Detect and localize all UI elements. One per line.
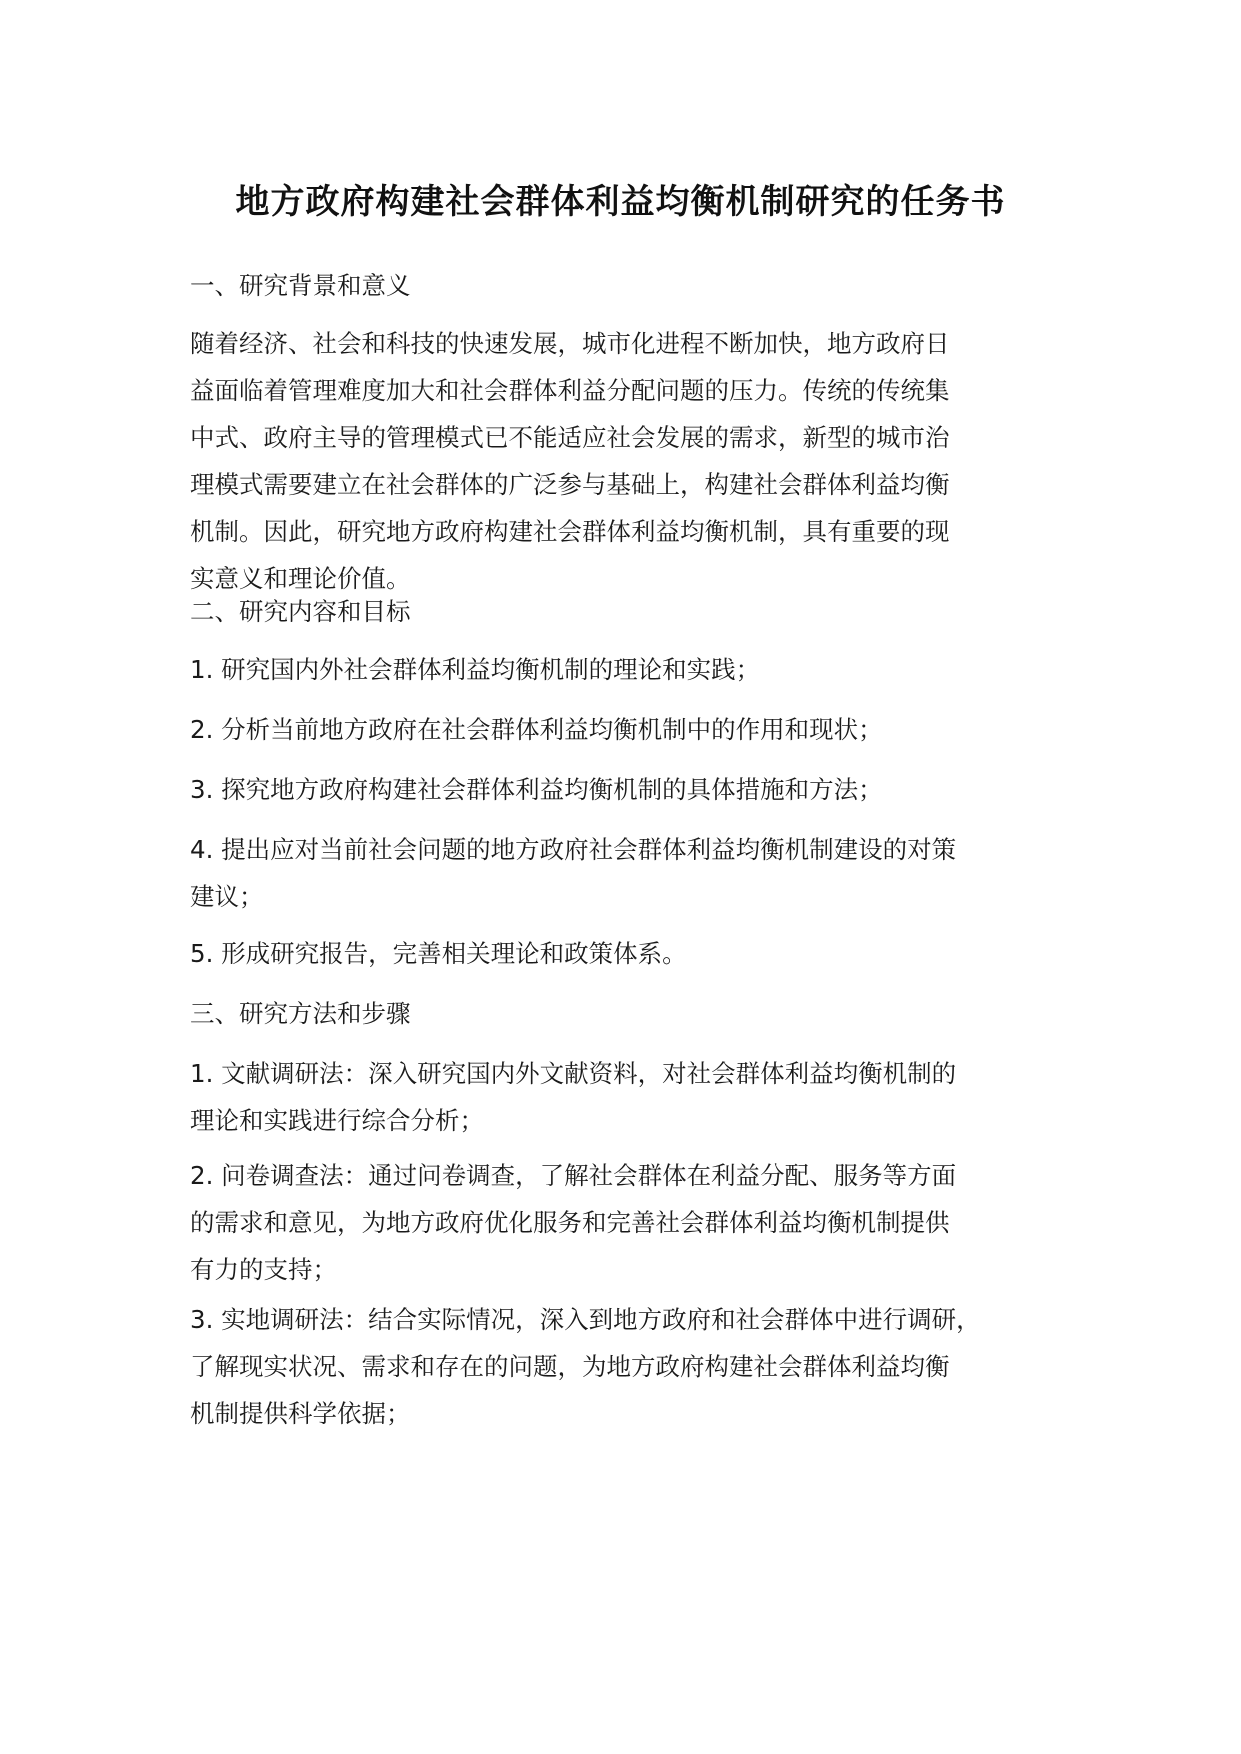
document-title: 地方政府构建社会群体利益均衡机制研究的任务书 xyxy=(235,182,1006,222)
list-item-line: 3. 探究地方政府构建社会群体利益均衡机制的具体措施和方法； xyxy=(190,775,883,804)
list-item xyxy=(190,930,1050,977)
section-heading-background: 一、研究背景和意义 xyxy=(190,271,411,300)
paragraph-line: 随着经济、社会和科技的快速发展，城市化进程不断加快，地方政府日 xyxy=(190,329,950,358)
list-item-line: 4. 提出应对当前社会问题的地方政府社会群体利益均衡机制建设的对策 xyxy=(190,835,957,864)
paragraph-line: 益面临着管理难度加大和社会群体利益分配问题的压力。传统的传统集 xyxy=(190,376,950,405)
paragraph-line: 实意义和理论价值。 xyxy=(190,564,411,593)
list-item-line: 理论和实践进行综合分析； xyxy=(190,1106,484,1135)
list-item-line: 1. 研究国内外社会群体利益均衡机制的理论和实践； xyxy=(190,655,761,684)
section-heading-methods-steps: 三、研究方法和步骤 xyxy=(190,999,411,1028)
paragraph-line: 机制。因此，研究地方政府构建社会群体利益均衡机制，具有重要的现 xyxy=(190,517,950,546)
list-item-line: 有力的支持； xyxy=(190,1255,337,1284)
list-item-line: 1. 文献调研法：深入研究国内外文献资料，对社会群体利益均衡机制的 xyxy=(190,1059,957,1088)
list-item xyxy=(190,826,1050,920)
list-item-line: 3. 实地调研法：结合实际情况，深入到地方政府和社会群体中进行调研， xyxy=(190,1305,981,1334)
list-item-line: 2. 分析当前地方政府在社会群体利益均衡机制中的作用和现状； xyxy=(190,715,883,744)
list-item xyxy=(190,646,1050,693)
section-heading-content-goals: 二、研究内容和目标 xyxy=(190,597,411,626)
list-item xyxy=(190,1152,1050,1293)
list-item-line: 机制提供科学依据； xyxy=(190,1399,411,1428)
list-item-line: 了解现实状况、需求和存在的问题，为地方政府构建社会群体利益均衡 xyxy=(190,1352,950,1381)
list-item-line: 的需求和意见，为地方政府优化服务和完善社会群体利益均衡机制提供 xyxy=(190,1208,950,1237)
paragraph-background xyxy=(190,320,1050,602)
paragraph-line: 中式、政府主导的管理模式已不能适应社会发展的需求，新型的城市治 xyxy=(190,423,950,452)
list-item xyxy=(190,1050,1050,1144)
list-item xyxy=(190,766,1050,813)
list-item xyxy=(190,1296,1050,1437)
list-item-line: 5. 形成研究报告，完善相关理论和政策体系。 xyxy=(190,939,687,968)
list-item-line: 2. 问卷调查法：通过问卷调查，了解社会群体在利益分配、服务等方面 xyxy=(190,1161,957,1190)
list-item-line: 建议； xyxy=(190,882,264,911)
paragraph-line: 理模式需要建立在社会群体的广泛参与基础上，构建社会群体利益均衡 xyxy=(190,470,950,499)
list-item xyxy=(190,706,1050,753)
